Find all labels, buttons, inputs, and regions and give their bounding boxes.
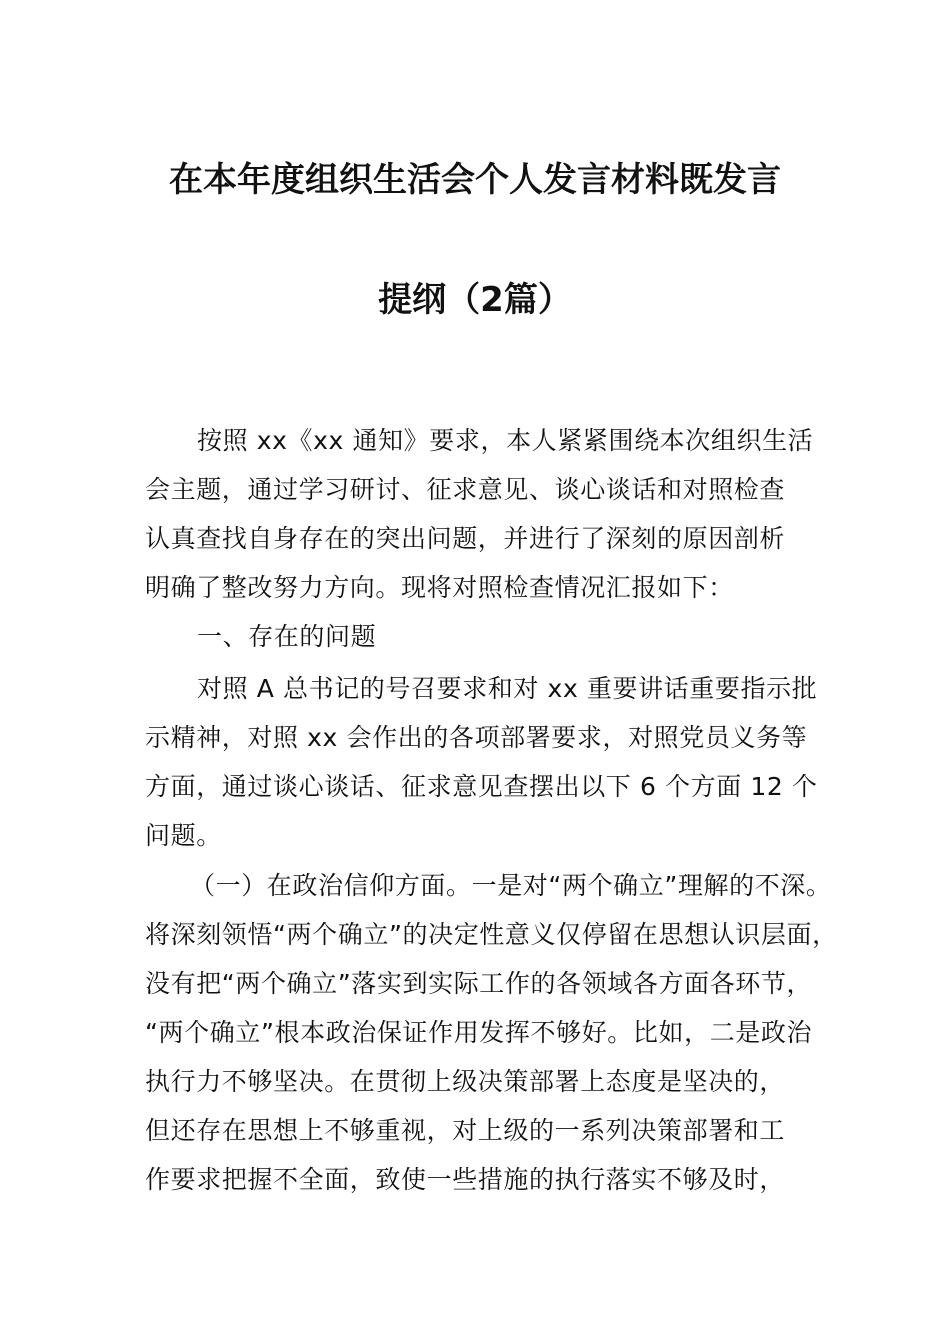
body-line: 方面，通过谈心谈话、征求意见查摆出以下 6 个方面 12 个 <box>145 772 818 801</box>
body-line: 按照 xx《xx 通知》要求，本人紧紧围绕本次组织生活 <box>197 426 814 455</box>
body-line: 作要求把握不全面，致使一些措施的执行落实不够及时， <box>145 1165 786 1194</box>
body-line: 示精神，对照 xx 会作出的各项部署要求，对照党员义务等 <box>145 723 808 752</box>
body-line: 对照 A 总书记的号召要求和对 xx 重要讲话重要指示批 <box>197 674 818 703</box>
section-heading: 一、存在的问题 <box>197 622 377 651</box>
body-line: 问题。 <box>145 821 222 850</box>
body-line: 会主题，通过学习研讨、征求意见、谈心谈话和对照检查 <box>145 475 786 504</box>
document-title-line-2: 提纲（2篇） <box>378 280 572 320</box>
body-line: 执行力不够坚决。在贯彻上级决策部署上态度是坚决的， <box>145 1067 786 1096</box>
body-line: 明确了整改努力方向。现将对照检查情况汇报如下： <box>145 573 734 602</box>
body-line: 但还存在思想上不够重视，对上级的一系列决策部署和工 <box>145 1116 786 1145</box>
body-line: （一）在政治信仰方面。一是对“两个确立”理解的不深。 <box>190 871 832 900</box>
body-line: “两个确立”根本政治保证作用发挥不够好。比如，二是政治 <box>145 1018 813 1047</box>
body-line: 没有把“两个确立”落实到实际工作的各领域各方面各环节， <box>145 969 813 998</box>
body-line: 将深刻领悟“两个确立”的决定性意义仅停留在思想认识层面， <box>145 920 838 949</box>
body-line: 认真查找自身存在的突出问题，并进行了深刻的原因剖析 <box>145 524 786 553</box>
document-title-line-1: 在本年度组织生活会个人发言材料既发言 <box>169 160 781 200</box>
